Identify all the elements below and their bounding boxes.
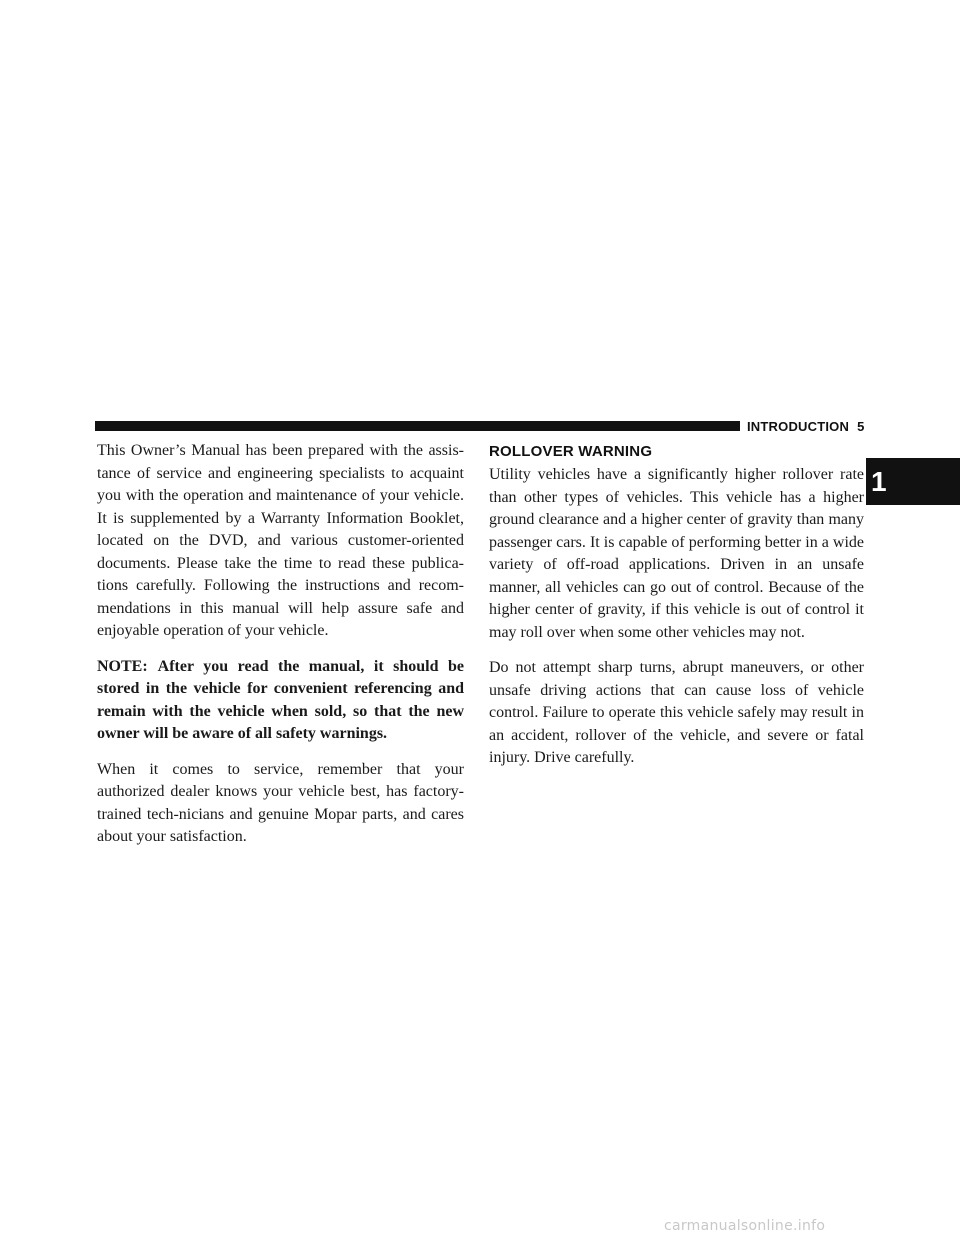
page-number: 5: [857, 419, 865, 434]
service-paragraph: When it comes to service, remember that your authorized dealer knows your vehicle best, has factory-trained tech-nicians and genuine Mopar parts, and cares about your satisfaction.: [97, 760, 464, 845]
note-text: After you read the manual, it should be stored in the vehicle for convenient referencing and remain with the vehicle when sold, so that the new owner will be aware of all safety warnings.: [97, 657, 464, 742]
note-paragraph: [97, 656, 464, 746]
driving-paragraph: Do not attempt sharp turns, abrupt maneuvers, or other unsafe driving actions that can cause loss of vehicle control. Failure to operate this vehicle safely may result in an accident, rollover of the vehicle, and severe or fatal injury. Drive carefully.: [489, 659, 864, 766]
intro-paragraph: This Owner’s Manual has been prepared with the assis-tance of service and engineering specialists to acquaint you with the operation and maintenance of your vehicle. It is supplemented by a Warranty Information Booklet, located on the DVD, and various customer-oriented documents. Please take the time to read these publica-tions carefully. Following the instructions and recom-mendations in this manual will help assure safe and enjoyable operation of your vehicle.: [97, 442, 464, 639]
chapter-tab: 1: [866, 458, 960, 505]
left-column: [97, 440, 464, 862]
note-label: NOTE:: [97, 657, 148, 675]
rollover-paragraph: Utility vehicles have a significantly higher rollover rate than other types of vehicles. This vehicle has a higher ground clearance and a higher center of gravity than many passenger cars. It is capable of performing better in a wide variety of off-road applications. Driven in an unsafe manner, all vehicles can go out of control. Because of the higher center of gravity, if this vehicle is out of control it may roll over when some other vehicles may not.: [489, 466, 864, 641]
section-title: INTRODUCTION: [747, 419, 850, 434]
right-column: [489, 440, 864, 783]
rollover-heading: ROLLOVER WARNING: [489, 443, 653, 460]
running-header: [747, 419, 865, 434]
header-rule: [95, 421, 740, 431]
watermark-link[interactable]: carmanualsonline.info: [664, 1218, 826, 1234]
